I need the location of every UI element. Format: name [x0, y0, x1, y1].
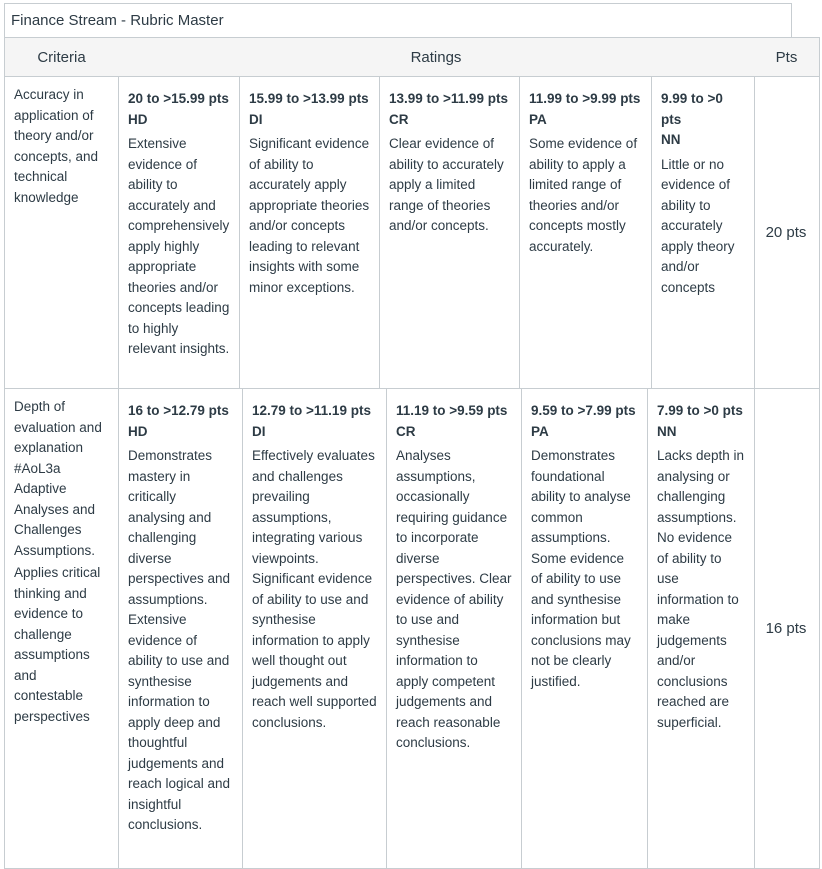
rating-range: 13.99 to >11.99 pts: [389, 91, 508, 106]
rubric-title: Finance Stream - Rubric Master: [11, 12, 224, 29]
rating-grade: CR: [396, 423, 416, 439]
criterion-row-1: [4, 77, 820, 389]
rating-description: Extensive evidence of ability to accurately and comprehensively apply highly appropriate theories and/or concepts leading to highly relevant insights.: [128, 136, 230, 356]
rating-grade: NN: [661, 132, 681, 147]
pts-header: Pts: [754, 37, 820, 77]
rating-cell-pa: [520, 77, 652, 388]
rating-description: Lacks depth in analysing or challenging assumptions. No evidence of ability to use information to make judgements and/or conclusions reached are superficial.: [657, 448, 745, 730]
rating-range: 16 to >12.79 pts: [128, 403, 229, 418]
rating-description: Significant evidence of ability to accurately apply appropriate theories and/or concepts leading to relevant insights with some minor exceptions.: [249, 136, 370, 295]
rating-cell-nn: [652, 77, 755, 388]
rating-range: 20 to >15.99 pts: [128, 91, 229, 106]
rating-grade: NN: [657, 423, 677, 439]
criterion-description: Depth of evaluation and explanation #AoL3a Adaptive Analyses and Challenges Assumptions. Applies critical thinking and evidence to challenge assumptions and contestable perspectives: [5, 389, 119, 868]
rating-cell-hd: [119, 389, 243, 868]
rating-cell-nn: [648, 389, 755, 868]
rating-cell-hd: [119, 77, 240, 388]
rating-range: 11.19 to >9.59 pts: [396, 403, 508, 418]
rating-grade: PA: [531, 423, 549, 439]
rating-grade: HD: [128, 111, 148, 127]
rating-description: Clear evidence of ability to accurately apply a limited range of theories and/or concepts.: [389, 136, 504, 233]
rating-description: Some evidence of ability to apply a limited range of theories and/or concepts mostly accurately.: [529, 136, 638, 254]
rating-cell-pa: [522, 389, 648, 868]
rating-range: 9.59 to >7.99 pts: [531, 403, 636, 418]
criteria-header: Criteria: [4, 37, 119, 77]
rating-cell-cr: [387, 389, 522, 868]
rating-description: Little or no evidence of ability to accurately apply theory and/or concepts: [661, 156, 735, 295]
rating-cell-di: [240, 77, 380, 388]
rating-description: Effectively evaluates and challenges prevailing assumptions, integrating various viewpoints. Significant evidence of ability to use and synthesise information to apply well thought out judgements and reach well supported conclusions.: [252, 448, 377, 730]
rating-grade: DI: [252, 423, 266, 439]
rating-description: Demonstrates foundational ability to analyse common assumptions. Some evidence of ability to use and synthesise information but conclusions may not be clearly justified.: [531, 448, 631, 689]
rating-grade: HD: [128, 423, 148, 439]
rating-grade: CR: [389, 111, 409, 127]
rating-range: 9.99 to >0 pts: [661, 91, 723, 127]
rating-cell-cr: [380, 77, 520, 388]
rating-description: Demonstrates mastery in critically analysing and challenging diverse perspectives and assumptions. Extensive evidence of ability to use and synthesise information to apply deep and thoughtful judgements and reach logical and insightful conclusions.: [128, 448, 231, 832]
rating-grade: DI: [249, 111, 263, 127]
rating-range: 15.99 to >13.99 pts: [249, 91, 369, 106]
rating-grade: PA: [529, 111, 547, 127]
rating-range: 7.99 to >0 pts: [657, 403, 743, 418]
rating-cell-di: [243, 389, 387, 868]
ratings-header: Ratings: [118, 37, 755, 77]
criterion-points: 20 pts: [765, 224, 807, 241]
criterion-row-2: [4, 389, 820, 869]
rating-range: 12.79 to >11.19 pts: [252, 403, 371, 418]
criterion-description: Accuracy in application of theory and/or concepts, and technical knowledge: [5, 77, 119, 388]
rubric-title-bar: [4, 3, 792, 37]
rating-description: Analyses assumptions, occasionally requiring guidance to incorporate diverse perspectives. Clear evidence of ability to use and synthesise information to apply competent judgements and reach reasonable conclusions.: [396, 448, 512, 750]
criterion-points: 16 pts: [765, 620, 807, 637]
rating-range: 11.99 to >9.99 pts: [529, 91, 641, 106]
